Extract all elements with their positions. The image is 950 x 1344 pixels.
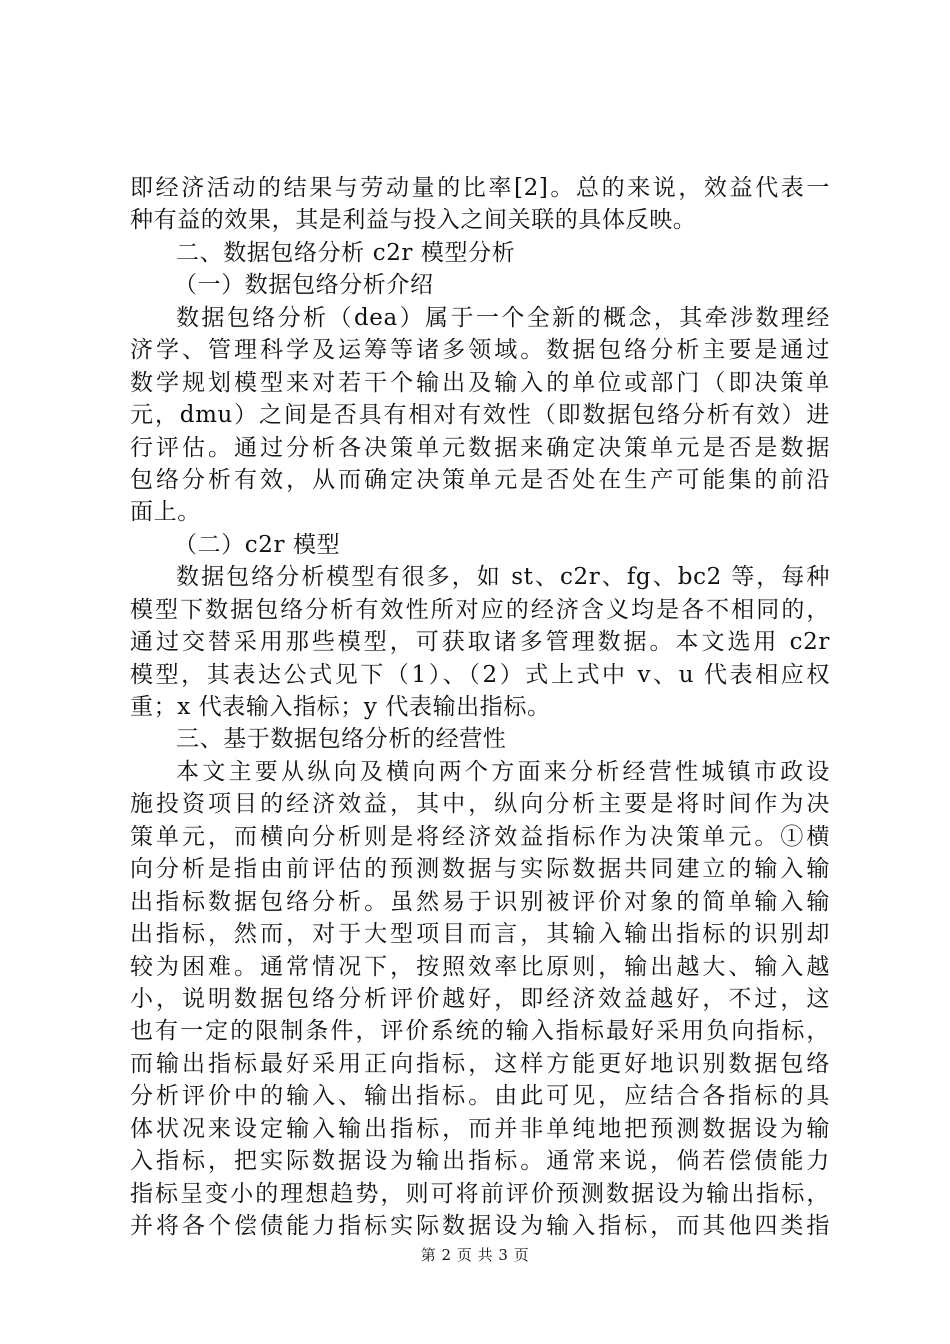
text-line: 体状况来设定输入输出指标，而并非单纯地把预测数据设为输 [130, 1115, 830, 1142]
text-line: 种有益的效果，其是利益与投入之间关联的具体反映。 [130, 207, 697, 234]
text-line: 入指标，把实际数据设为输出指标。通常来说，倘若偿债能力 [130, 1148, 830, 1175]
text-line: 即经济活动的结果与劳动量的比率[2]。总的来说，效益代表一 [130, 175, 830, 201]
text-line: 向分析是指由前评估的预测数据与实际数据共同建立的输入输 [130, 856, 830, 883]
text-line: 元，dmu）之间是否具有相对有效性（即数据包络分析有效）进 [130, 402, 830, 429]
section-heading: 二、数据包络分析 c2r 模型分析 [176, 239, 516, 266]
text-line: 面上。 [130, 499, 201, 526]
text-line: 也有一定的限制条件，评价系统的输入指标最好采用负向指标， [130, 1018, 830, 1045]
text-line: 模型下数据包络分析有效性所对应的经济含义均是各不相同的， [130, 596, 830, 623]
body-text [130, 172, 830, 1242]
text-line: 并将各个偿债能力指标实际数据设为输入指标，而其他四类指 [130, 1213, 830, 1239]
text-line: 本文主要从纵向及横向两个方面来分析经营性城镇市政设 [176, 758, 830, 785]
text-line: 模型，其表达公式见下（1）、（2）式上式中 v、u 代表相应权 [130, 661, 830, 688]
text-line: 包络分析有效，从而确定决策单元是否处在生产可能集的前沿 [130, 466, 830, 493]
text-line: 策单元，而横向分析则是将经济效益指标作为决策单元。①横 [130, 823, 830, 850]
text-line: 分析评价中的输入、输出指标。由此可见，应结合各指标的具 [130, 1083, 830, 1110]
text-line: 数据包络分析（dea）属于一个全新的概念，其牵涉数理经 [176, 304, 830, 331]
subsection-heading: （二）c2r 模型 [174, 531, 341, 558]
text-line: 较为困难。通常情况下，按照效率比原则，输出越大、输入越 [130, 953, 830, 980]
text-line: 而输出指标最好采用正向指标，这样方能更好地识别数据包络 [130, 1050, 830, 1077]
text-line: 数学规划模型来对若干个输出及输入的单位或部门（即决策单 [130, 369, 830, 396]
subsection-heading: （一）数据包络分析介绍 [174, 272, 434, 299]
text-line: 重；x 代表输入指标；y 代表输出指标。 [130, 694, 551, 720]
text-line: 通过交替采用那些模型，可获取诸多管理数据。本文选用 c2r [130, 629, 830, 656]
text-line: 数据包络分析模型有很多，如 st、c2r、fg、bc2 等，每种 [176, 564, 830, 591]
page-number-footer: 第 2 页 共 3 页 [420, 1246, 530, 1264]
text-line: 行评估。通过分析各决策单元数据来确定决策单元是否是数据 [130, 434, 830, 461]
text-line: 出指标，然而，对于大型项目而言，其输入输出指标的识别却 [130, 921, 830, 948]
text-line: 济学、管理科学及运筹等诸多领域。数据包络分析主要是通过 [130, 337, 830, 364]
text-line: 施投资项目的经济效益，其中，纵向分析主要是将时间作为决 [130, 791, 830, 818]
text-line: 出指标数据包络分析。虽然易于识别被评价对象的简单输入输 [130, 888, 830, 915]
text-line: 小，说明数据包络分析评价越好，即经济效益越好，不过，这 [130, 985, 830, 1012]
text-line: 指标呈变小的理想趋势，则可将前评价预测数据设为输出指标， [130, 1180, 830, 1207]
section-heading: 三、基于数据包络分析的经营性 [176, 726, 507, 753]
